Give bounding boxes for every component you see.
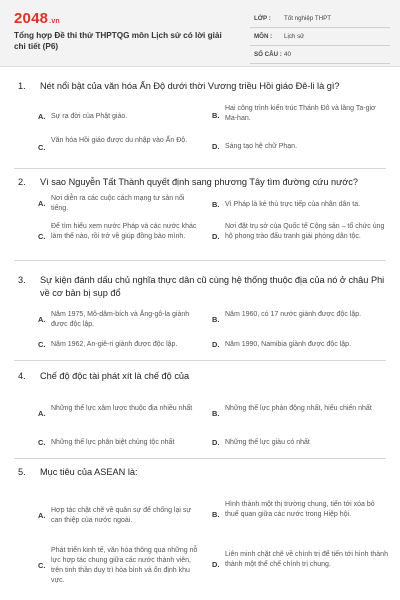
option-text: Năm 1960, có 17 nước giành được độc lập. [225,311,362,318]
option-letter: D. [212,340,220,349]
option-text: Những thế lực phản động nhất, hiếu chiến nhất [225,405,372,412]
question-text: Nét nổi bật của văn hóa Ấn Độ dưới thời Vương triều Hồi giáo Đê-li là gì? [40,81,340,91]
option-letter: D. [212,142,220,151]
option-text: Phát triển kinh tế, văn hóa thông qua những nỗ lực hợp tác chung giữa các nước thành viên, trên tinh thần duy trì hòa bình và ổn định khu vực. [51,547,198,584]
question-text: Chế độ độc tài phát xít là chế độ của [40,371,190,381]
option-text: Liên minh chặt chẽ về chính trị để tiến tới hình thành thành một thể chế chính trị chung. [225,551,388,568]
meta-row-count [250,46,390,64]
option-text: Vì Pháp là kẻ thù trực tiếp của nhân dân ta. [225,201,361,208]
option-letter: B. [212,315,220,324]
option-letter: B. [212,200,220,209]
option-text: Năm 1990, Namibia giành được độc lập. [225,341,352,348]
option-letter: C. [38,232,46,241]
document-meta [250,10,390,64]
option-letter: B. [212,409,220,418]
option-letter: C. [38,561,46,570]
option-text: Sự ra đời của Phật giáo. [51,113,128,120]
question-divider [14,168,386,169]
option-text: Hình thành một thị trường chung, tiến tới xóa bỏ thuế quan giữa các nước trong Hiệp hội. [225,501,375,518]
question-text: Sự kiện đánh dấu chủ nghĩa thực dân cũ cùng hệ thống thuộc địa của nó ở châu Phi về cơ bản bị sụp đổ [40,275,385,298]
option-letter: D. [212,560,220,569]
meta-value: 40 [284,51,291,58]
option-letter: C. [38,438,46,447]
option-letter: C. [38,143,46,152]
option-text: Năm 1975, Mô-dăm-bích và Ăng-gô-la giành được độc lập. [51,311,190,328]
option-text: Nơi diễn ra các cuộc cách mạng tư sản nổi tiếng. [51,195,185,212]
option-letter: A. [38,112,46,121]
meta-key: LỚP : [254,15,271,22]
meta-row-subject [250,28,390,46]
site-logo[interactable] [14,10,60,27]
logo-text: 2048 [14,10,49,27]
question-text: Mục tiêu của ASEAN là: [40,467,138,477]
meta-value: Tốt nghiệp THPT [284,15,332,22]
option-text: Văn hóa Hồi giáo được du nhập vào Ấn Độ. [51,137,188,144]
question-number: 2. [18,177,26,187]
option-letter: A. [38,199,46,208]
option-letter: B. [212,111,220,120]
meta-key: SỐ CÂU : [254,51,282,58]
document-header [0,0,400,67]
question-number: 1. [18,81,26,91]
meta-key: MÔN : [254,33,273,40]
option-text: Những thế lực xâm lược thuộc địa nhiều nhất [51,405,193,412]
question-number: 5. [18,467,26,477]
meta-value: Lịch sử [284,33,305,40]
option-text: Nơi đặt trụ sở của Quốc tế Cộng sản – tổ chức ủng hộ phong trào đấu tranh giải phóng dân tộc. [225,223,385,240]
option-letter: D. [212,232,220,241]
option-text: Những thế lực giàu có nhất [225,439,310,446]
document-title: Tổng hợp Đề thi thử THPTQG môn Lịch sử có lời giải chi tiết (P6) [14,31,222,51]
logo-suffix: .vn [49,18,60,25]
question-divider [14,260,386,261]
option-text: Sáng tạo hệ chữ Phạn. [225,143,298,150]
option-letter: D. [212,438,220,447]
option-text: Hai công trình kiến trúc Thánh Đô và lăng Ta-giơ Ma-han. [225,105,376,122]
option-letter: A. [38,315,46,324]
question-text: Vì sao Nguyễn Tất Thành quyết định sang phương Tây tìm đường cứu nước? [40,177,358,187]
option-text: Để tìm hiểu xem nước Pháp và các nước khác làm thế nào, rồi trở về giúp đồng bào mình. [51,223,197,240]
option-text: Những thế lực phân biệt chủng tộc nhất [51,439,175,446]
option-text: Hợp tác chặt chẽ về quân sự để chống lại sự can thiệp của nước ngoài. [51,507,192,524]
question-divider [14,360,386,361]
meta-row-class [250,10,390,28]
question-number: 3. [18,275,26,285]
option-text: Năm 1962, An-giê-ri giành được độc lập. [51,341,178,348]
option-letter: B. [212,510,220,519]
option-letter: A. [38,511,46,520]
option-letter: A. [38,409,46,418]
question-number: 4. [18,371,26,381]
option-letter: C. [38,340,46,349]
question-divider [14,458,386,459]
